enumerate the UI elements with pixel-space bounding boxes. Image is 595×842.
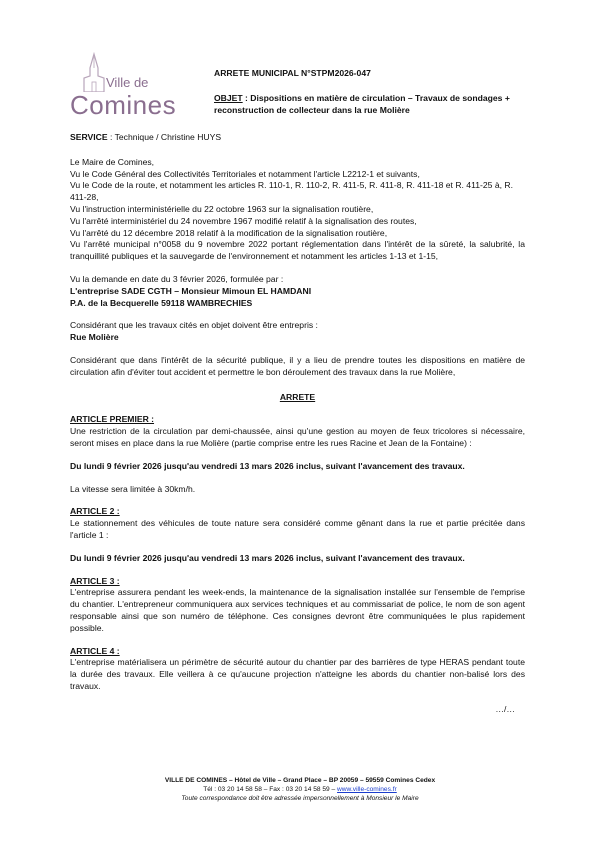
article-2-heading: ARTICLE 2 :	[70, 506, 120, 517]
service-label: SERVICE	[70, 132, 108, 142]
article-2-text: Le stationnement des véhicules de toute nature sera considéré comme gênant dans la rue et partie précitée dans l'article 1 :	[70, 518, 525, 540]
adresse-line: P.A. de la Becquerelle 59118 WAMBRECHIES	[70, 297, 253, 308]
vu-instruction: Vu l'instruction interministérielle du 22 octobre 1963 sur la signalisation routière,	[70, 203, 374, 214]
document-header	[214, 67, 534, 116]
maire-line: Le Maire de Comines,	[70, 156, 155, 167]
footer-address: VILLE DE COMINES – Hôtel de Ville – Grand Place – BP 20059 – 59559 Comines Cedex	[164, 777, 436, 784]
document-body	[70, 132, 525, 715]
article-4-text: L'entreprise matérialisera un périmètre de sécurité autour du chantier par des barrières de type HERAS pendant toute la durée des travaux. Elle veillera à ce qu'aucune projection n'atteigne les abords du chantier non-balisé lors des travaux.	[70, 657, 525, 691]
vu-code-route: Vu le Code de la route, et notamment les articles R. 110-1, R. 110-2, R. 411-5, R. 411-8, R. 411-18 et R. 411-25 à, R. 411-28,	[70, 180, 513, 203]
vu-arrete-1967: Vu l'arrêté interministériel du 24 novembre 1967 modifié relatif à la signalisation des routes,	[70, 215, 417, 226]
logo-line-2: Comines	[70, 90, 177, 120]
article-1-period: Du lundi 9 février 2026 jusqu'au vendredi 13 mars 2026 inclus, suivant l'avancement des travaux.	[70, 460, 465, 471]
article-3-heading: ARTICLE 3 :	[70, 575, 120, 586]
continuation-mark: …/…	[495, 703, 515, 714]
website-link[interactable]: www.ville-comines.fr	[337, 786, 397, 793]
service-line	[70, 132, 525, 144]
vu-arrete-municipal: Vu l'arrêté municipal n°0058 du 9 novembre 2022 portant réglementation dans l'intérêt de la sûreté, la salubrité, la tranquillité publiques et la sauvegarde de l'environnement et notamment les articles 1-13 et 1-15,	[70, 239, 525, 262]
considerant-securite: Considérant que dans l'intérêt de la sécurité publique, il y a lieu de prendre toutes les dispositions en matière de circulation afin d'éviter tout accident et permettre le bon déroulement des travaux dans la rue Molière,	[70, 354, 525, 377]
vu-arrete-2018: Vu l'arrêté du 12 décembre 2018 relatif à la modification de la signalisation routière,	[70, 227, 388, 238]
vu-cgct: Vu le Code Général des Collectivités Territoriales et notamment l'article L2212-1 et suivants,	[70, 168, 420, 179]
considerant-travaux: Considérant que les travaux cités en objet doivent être entrepris :	[70, 320, 318, 331]
rue-line: Rue Molière	[70, 332, 119, 343]
arrete-title: ARRETE MUNICIPAL N°STPM2026-047	[214, 68, 371, 78]
arrete-heading: ARRETE	[279, 391, 316, 402]
article-3-text: L'entreprise assurera pendant les week-ends, la maintenance de la signalisation installée sur l'ensemble de l'emprise du chantier. L'entrepreneur communiquera aux services techniques et au commissariat de police, le nom de son agent responsable ainsi que son numéro de téléphone. Ces consignes devront être communiquées le plus rapidement possible.	[70, 587, 525, 633]
demande-line: Vu la demande en date du 3 février 2026, formulée par :	[70, 273, 284, 284]
objet-label: OBJET	[214, 93, 243, 103]
article-1-heading: ARTICLE PREMIER :	[70, 414, 155, 425]
footer-correspondence-note: Toute correspondance doit être adressée impersonnellement à Monsieur le Maire	[181, 795, 419, 802]
entreprise-line: L'entreprise SADE CGTH – Monsieur Mimoun EL HAMDANI	[70, 285, 312, 296]
service-text: : Technique / Christine HUYS	[107, 132, 222, 142]
footer-contact	[80, 785, 520, 794]
article-1-text: Une restriction de la circulation par demi-chaussée, ainsi qu'une gestion au moyen de feux tricolores si nécessaire, seront mises en place dans la rue Molière (partie comprise entre les rues Racine et Jean de la Fontaine) :	[70, 426, 525, 448]
article-2-period: Du lundi 9 février 2026 jusqu'au vendredi 13 mars 2026 inclus, suivant l'avancement des travaux.	[70, 552, 465, 563]
logo-line-1: Ville de	[106, 75, 149, 90]
article-1-speed: La vitesse sera limitée à 30km/h.	[70, 483, 196, 494]
objet-text: : Dispositions en matière de circulation – Travaux de sondages + reconstruction de collecteur dans la rue Molière	[214, 93, 510, 115]
objet	[214, 92, 534, 116]
comines-logo	[60, 52, 177, 130]
footer-phone-fax: Tél : 03 20 14 58 58 – Fax : 03 20 14 58 59 –	[203, 786, 338, 793]
page-footer	[80, 776, 520, 803]
article-4-heading: ARTICLE 4 :	[70, 645, 120, 656]
